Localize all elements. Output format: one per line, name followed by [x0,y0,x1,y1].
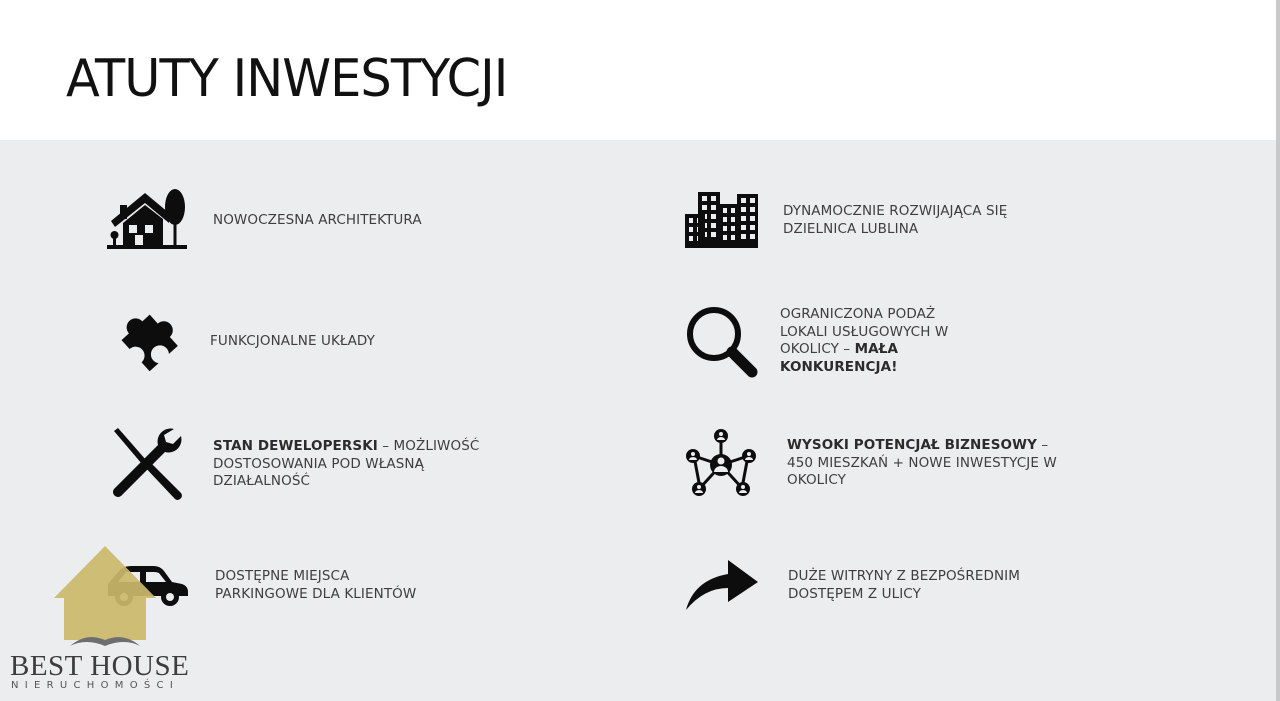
city-buildings-icon [685,190,759,250]
logo-house-mark [50,542,160,650]
feature-district: DYNAMOCZNIE ROZWIJAJĄCA SIĘ DZIELNICA LUBLINA [783,203,1008,237]
people-network-icon [684,428,758,500]
puzzle-piece-icon [108,301,186,379]
logo-name: BEST HOUSE [10,650,190,682]
house-tree-icon [105,185,189,253]
best-house-logo [6,540,214,695]
slide-title: ATUTY INWESTYCJI [66,49,508,109]
slide-header [0,0,1276,140]
feature-developer-state: STAN DEWELOPERSKI – MOŻLIWOŚĆ DOSTOSOWANIA POD WŁASNĄ DZIAŁALNOŚĆ [213,438,480,489]
wrench-screwdriver-icon [108,425,188,503]
slide-edge-divider [1276,0,1280,701]
share-arrow-icon [684,556,762,614]
feature-business-potential: WYSOKI POTENCJAŁ BIZNESOWY – 450 MIESZKAŃ + NOWE INWESTYCJE W OKOLICY [787,437,1057,488]
feature-storefronts: DUŻE WITRYNY Z BEZPOŚREDNIM DOSTĘPEM Z ULICY [788,568,1020,602]
magnifier-icon [684,304,762,382]
feature-competition: OGRANICZONA PODAŻ LOKALI USŁUGOWYCH W OKOLICY – MAŁA KONKURENCJA! [780,306,949,375]
feature-architecture: NOWOCZESNA ARCHITEKTURA [213,212,422,228]
logo-tagline: NIERUCHOMOŚCI [11,680,180,691]
feature-layouts: FUNKCJONALNE UKŁADY [210,333,376,349]
feature-parking: DOSTĘPNE MIEJSCA PARKINGOWE DLA KLIENTÓW [215,568,417,602]
